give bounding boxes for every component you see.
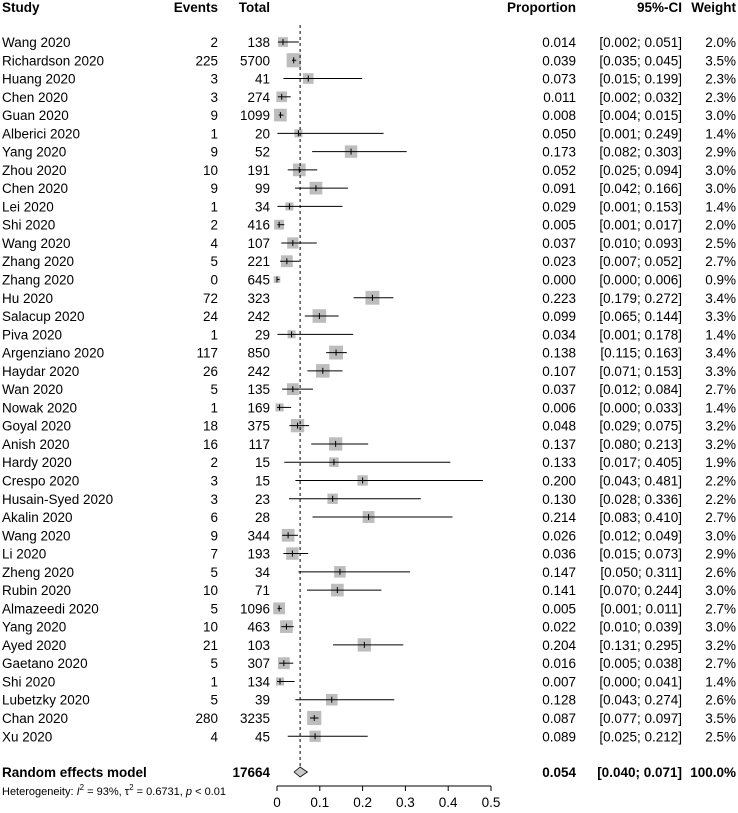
study-name: Zhang 2020 [2, 272, 75, 288]
study-proportion: 0.214 [542, 510, 576, 526]
study-events: 1 [210, 400, 218, 416]
study-ci: [0.082; 0.303] [599, 144, 682, 160]
study-ci: [0.080; 0.213] [599, 436, 682, 452]
study-name: Guan 2020 [2, 108, 69, 124]
study-total: 416 [247, 217, 270, 233]
study-weight: 3.0% [705, 181, 736, 197]
study-events: 3 [210, 89, 218, 105]
study-proportion: 0.099 [542, 309, 576, 325]
study-name: Zheng 2020 [2, 564, 75, 580]
study-name: Husain-Syed 2020 [2, 491, 114, 507]
study-total: 850 [247, 345, 270, 361]
study-ci: [0.042; 0.166] [599, 181, 682, 197]
study-proportion: 0.011 [543, 89, 576, 105]
study-ci: [0.007; 0.052] [599, 254, 682, 270]
study-proportion: 0.048 [542, 418, 576, 434]
study-proportion: 0.223 [542, 290, 576, 306]
study-proportion: 0.007 [542, 674, 576, 690]
study-events: 9 [210, 108, 218, 124]
study-events: 5 [210, 601, 218, 617]
summary-weight: 100.0% [690, 765, 736, 780]
study-name: Rubin 2020 [2, 583, 72, 599]
study-events: 10 [202, 583, 218, 599]
study-ci: [0.028; 0.336] [599, 491, 682, 507]
study-weight: 2.2% [705, 491, 736, 507]
study-name: Akalin 2020 [2, 510, 73, 526]
study-events: 280 [195, 710, 218, 726]
summary-proportion: 0.054 [542, 765, 576, 780]
study-name: Richardson 2020 [2, 53, 105, 69]
study-weight: 1.4% [705, 327, 736, 343]
study-proportion: 0.037 [542, 382, 576, 398]
study-total: 99 [254, 181, 270, 197]
study-ci: [0.083; 0.410] [599, 510, 682, 526]
study-events: 1 [210, 327, 218, 343]
study-ci: [0.001; 0.017] [599, 217, 682, 233]
study-weight: 3.0% [705, 619, 736, 635]
study-proportion: 0.034 [542, 327, 576, 343]
study-events: 10 [202, 619, 218, 635]
study-total: 52 [254, 144, 270, 160]
study-ci: [0.043; 0.274] [599, 692, 682, 708]
study-total: 28 [254, 510, 270, 526]
study-ci: [0.029; 0.075] [599, 418, 682, 434]
study-events: 24 [202, 309, 218, 325]
study-proportion: 0.091 [542, 181, 576, 197]
study-ci: [0.065; 0.144] [599, 309, 682, 325]
study-proportion: 0.128 [542, 692, 576, 708]
summary-diamond [294, 767, 307, 777]
study-total: 193 [247, 546, 270, 562]
study-total: 45 [254, 729, 270, 745]
study-weight: 3.4% [705, 290, 736, 306]
study-events: 4 [210, 729, 218, 745]
study-ci: [0.000; 0.006] [599, 272, 682, 288]
study-proportion: 0.026 [542, 528, 576, 544]
study-name: Chan 2020 [2, 710, 69, 726]
study-weight: 1.4% [705, 199, 736, 215]
study-proportion: 0.005 [542, 217, 576, 233]
x-axis-tick-label: 0.1 [310, 795, 330, 810]
study-events: 5 [210, 564, 218, 580]
study-name: Huang 2020 [2, 71, 76, 87]
study-total: 463 [247, 619, 270, 635]
header-ci: 95%-CI [636, 0, 682, 15]
study-total: 103 [247, 637, 270, 653]
study-ci: [0.000; 0.033] [599, 400, 682, 416]
study-total: 274 [247, 89, 270, 105]
study-name: Salacup 2020 [2, 309, 85, 325]
study-weight: 2.0% [705, 217, 736, 233]
study-proportion: 0.000 [542, 272, 576, 288]
study-proportion: 0.130 [542, 491, 576, 507]
study-total: 39 [254, 692, 270, 708]
study-name: Goyal 2020 [2, 418, 72, 434]
study-weight: 2.3% [705, 89, 736, 105]
study-events: 1 [210, 199, 218, 215]
study-name: Nowak 2020 [2, 400, 78, 416]
study-events: 9 [210, 144, 218, 160]
study-total: 134 [247, 674, 270, 690]
study-ci: [0.001; 0.011] [600, 601, 682, 617]
study-events: 5 [210, 692, 218, 708]
study-total: 242 [247, 363, 270, 379]
study-total: 645 [247, 272, 270, 288]
study-total: 34 [254, 564, 270, 580]
study-weight: 3.4% [705, 345, 736, 361]
study-weight: 2.9% [705, 546, 736, 562]
x-axis-tick-label: 0.5 [481, 795, 501, 810]
study-total: 107 [247, 235, 270, 251]
study-proportion: 0.050 [542, 126, 576, 142]
study-events: 26 [202, 363, 218, 379]
study-total: 71 [254, 583, 270, 599]
study-weight: 2.6% [705, 564, 736, 580]
study-total: 135 [247, 382, 270, 398]
study-proportion: 0.037 [542, 235, 576, 251]
study-total: 23 [254, 491, 270, 507]
study-proportion: 0.016 [542, 656, 576, 672]
study-total: 5700 [239, 53, 270, 69]
x-axis-tick-label: 0 [273, 795, 281, 810]
study-weight: 2.5% [705, 235, 736, 251]
study-weight: 3.2% [705, 637, 736, 653]
study-name: Lubetzky 2020 [2, 692, 90, 708]
study-weight: 2.3% [705, 71, 736, 87]
study-proportion: 0.023 [542, 254, 576, 270]
study-name: Chen 2020 [2, 181, 69, 197]
study-total: 169 [247, 400, 270, 416]
study-weight: 3.0% [705, 583, 736, 599]
study-name: Haydar 2020 [2, 363, 80, 379]
study-name: Xu 2020 [2, 729, 53, 745]
study-ci: [0.001; 0.178] [599, 327, 682, 343]
study-events: 2 [210, 455, 218, 471]
study-ci: [0.001; 0.249] [599, 126, 682, 142]
study-proportion: 0.200 [542, 473, 576, 489]
study-name: Chen 2020 [2, 89, 69, 105]
study-proportion: 0.173 [542, 144, 576, 160]
study-total: 15 [254, 455, 270, 471]
study-ci: [0.010; 0.039] [599, 619, 682, 635]
study-weight: 1.4% [705, 126, 736, 142]
summary-ci: [0.040; 0.071] [597, 765, 682, 780]
study-name: Lei 2020 [2, 199, 54, 215]
x-axis-tick-label: 0.3 [396, 795, 415, 810]
study-events: 7 [210, 546, 218, 562]
header-total: Total [238, 0, 270, 15]
study-total: 307 [247, 656, 270, 672]
study-total: 29 [254, 327, 270, 343]
study-name: Li 2020 [2, 546, 47, 562]
study-proportion: 0.087 [542, 710, 576, 726]
study-name: Alberici 2020 [2, 126, 81, 142]
study-name: Zhou 2020 [2, 162, 67, 178]
study-ci: [0.000; 0.041] [599, 674, 682, 690]
study-events: 5 [210, 382, 218, 398]
study-events: 72 [202, 290, 218, 306]
study-ci: [0.001; 0.153] [599, 199, 682, 215]
study-proportion: 0.039 [542, 53, 576, 69]
study-proportion: 0.008 [542, 108, 576, 124]
study-ci: [0.035; 0.045] [599, 53, 682, 69]
study-weight: 0.9% [705, 272, 736, 288]
study-ci: [0.015; 0.199] [599, 71, 682, 87]
study-name: Yang 2020 [2, 144, 67, 160]
study-ci: [0.005; 0.038] [599, 656, 682, 672]
study-total: 242 [247, 309, 270, 325]
study-events: 18 [202, 418, 218, 434]
study-events: 3 [210, 473, 218, 489]
study-weight: 2.7% [705, 656, 736, 672]
study-total: 15 [254, 473, 270, 489]
study-events: 10 [202, 162, 218, 178]
study-total: 375 [247, 418, 270, 434]
study-name: Piva 2020 [2, 327, 63, 343]
study-name: Shi 2020 [2, 217, 56, 233]
study-proportion: 0.036 [542, 546, 576, 562]
study-total: 41 [254, 71, 270, 87]
study-name: Zhang 2020 [2, 254, 75, 270]
study-name: Argenziano 2020 [2, 345, 105, 361]
study-total: 323 [247, 290, 270, 306]
study-weight: 3.2% [705, 436, 736, 452]
study-total: 191 [247, 162, 270, 178]
study-weight: 3.0% [705, 162, 736, 178]
study-total: 344 [247, 528, 270, 544]
study-weight: 3.5% [705, 53, 736, 69]
study-proportion: 0.073 [542, 71, 576, 87]
study-proportion: 0.029 [542, 199, 576, 215]
study-events: 16 [202, 436, 218, 452]
study-name: Wang 2020 [2, 35, 71, 50]
study-proportion: 0.022 [542, 619, 576, 635]
study-weight: 1.4% [705, 674, 736, 690]
study-events: 21 [202, 637, 218, 653]
study-ci: [0.131; 0.295] [599, 637, 682, 653]
study-name: Wang 2020 [2, 528, 71, 544]
study-events: 5 [210, 254, 218, 270]
study-weight: 2.7% [705, 601, 736, 617]
study-weight: 1.9% [705, 455, 736, 471]
study-ci: [0.017; 0.405] [599, 455, 682, 471]
study-ci: [0.043; 0.481] [599, 473, 682, 489]
study-proportion: 0.133 [542, 455, 576, 471]
study-ci: [0.115; 0.163] [600, 345, 682, 361]
study-events: 117 [196, 345, 218, 361]
study-ci: [0.010; 0.093] [599, 235, 682, 251]
header-events: Events [173, 0, 218, 15]
study-events: 9 [210, 181, 218, 197]
study-name: Anish 2020 [2, 436, 70, 452]
study-events: 3 [210, 71, 218, 87]
study-name: Crespo 2020 [2, 473, 80, 489]
study-ci: [0.012; 0.084] [599, 382, 682, 398]
study-proportion: 0.052 [542, 162, 576, 178]
study-events: 4 [210, 235, 218, 251]
study-ci: [0.012; 0.049] [599, 528, 682, 544]
x-axis-tick-label: 0.2 [353, 795, 372, 810]
study-weight: 2.2% [705, 473, 736, 489]
study-total: 221 [247, 254, 270, 270]
study-weight: 3.3% [705, 363, 736, 379]
study-name: Ayed 2020 [2, 637, 67, 653]
study-weight: 2.7% [705, 510, 736, 526]
study-events: 2 [210, 217, 218, 233]
study-weight: 3.0% [705, 108, 736, 124]
study-ci: [0.025; 0.094] [599, 162, 682, 178]
study-ci: [0.002; 0.032] [599, 89, 682, 105]
study-events: 5 [210, 656, 218, 672]
study-weight: 2.7% [705, 382, 736, 398]
study-weight: 2.5% [705, 729, 736, 745]
study-total: 3235 [239, 710, 270, 726]
study-name: Almazeedi 2020 [2, 601, 99, 617]
study-ci: [0.070; 0.244] [599, 583, 682, 599]
study-ci: [0.015; 0.073] [599, 546, 682, 562]
study-proportion: 0.006 [542, 400, 576, 416]
x-axis [273, 786, 500, 810]
study-events: 1 [210, 674, 218, 690]
study-name: Yang 2020 [2, 619, 67, 635]
study-name: Gaetano 2020 [2, 656, 88, 672]
study-events: 3 [210, 491, 218, 507]
study-total: 34 [254, 199, 270, 215]
study-name: Hu 2020 [2, 290, 54, 306]
study-weight: 3.0% [705, 528, 736, 544]
study-weight: 2.6% [705, 692, 736, 708]
header-weight: Weight [691, 0, 736, 15]
study-weight: 3.5% [705, 710, 736, 726]
study-events: 6 [210, 510, 218, 526]
study-proportion: 0.089 [542, 729, 576, 745]
study-events: 2 [210, 35, 218, 50]
study-proportion: 0.138 [542, 345, 576, 361]
study-name: Shi 2020 [2, 674, 56, 690]
study-ci: [0.077; 0.097] [599, 710, 682, 726]
study-total: 1096 [239, 601, 270, 617]
study-weight: 2.0% [705, 35, 736, 50]
study-ci: [0.050; 0.311] [600, 564, 682, 580]
study-total: 138 [247, 35, 270, 50]
study-weight: 3.2% [705, 418, 736, 434]
study-total: 20 [254, 126, 270, 142]
study-weight: 2.7% [705, 254, 736, 270]
study-weight: 2.9% [705, 144, 736, 160]
study-weight: 3.3% [705, 309, 736, 325]
study-proportion: 0.204 [542, 637, 576, 653]
study-ci: [0.071; 0.153] [599, 363, 682, 379]
study-name: Wan 2020 [2, 382, 64, 398]
heterogeneity-text: Heterogeneity: $I^2 = 93\%$, $\tau^2 = 0.6731$, p < 0.01 [2, 783, 226, 798]
header-study: Study [2, 0, 40, 15]
study-name: Wang 2020 [2, 235, 71, 251]
study-total: 117 [248, 436, 270, 452]
study-proportion: 0.137 [542, 436, 576, 452]
summary-label: Random effects model [2, 765, 147, 780]
study-events: 1 [210, 126, 218, 142]
study-total: 1099 [239, 108, 270, 124]
header-proportion: Proportion [507, 0, 576, 15]
study-ci: [0.025; 0.212] [599, 729, 682, 745]
study-events: 0 [210, 272, 218, 288]
study-proportion: 0.005 [542, 601, 576, 617]
study-events: 9 [210, 528, 218, 544]
study-proportion: 0.141 [542, 583, 576, 599]
x-axis-tick-label: 0.4 [438, 795, 458, 810]
study-name: Hardy 2020 [2, 455, 72, 471]
study-proportion: 0.107 [542, 363, 576, 379]
summary-total: 17664 [232, 765, 270, 780]
study-rows [2, 35, 736, 744]
study-ci: [0.002; 0.051] [599, 35, 682, 50]
study-ci: [0.004; 0.015] [599, 108, 682, 124]
study-proportion: 0.014 [542, 35, 576, 50]
study-ci: [0.179; 0.272] [599, 290, 682, 306]
study-weight: 1.4% [705, 400, 736, 416]
study-proportion: 0.147 [542, 564, 576, 580]
study-events: 225 [195, 53, 218, 69]
